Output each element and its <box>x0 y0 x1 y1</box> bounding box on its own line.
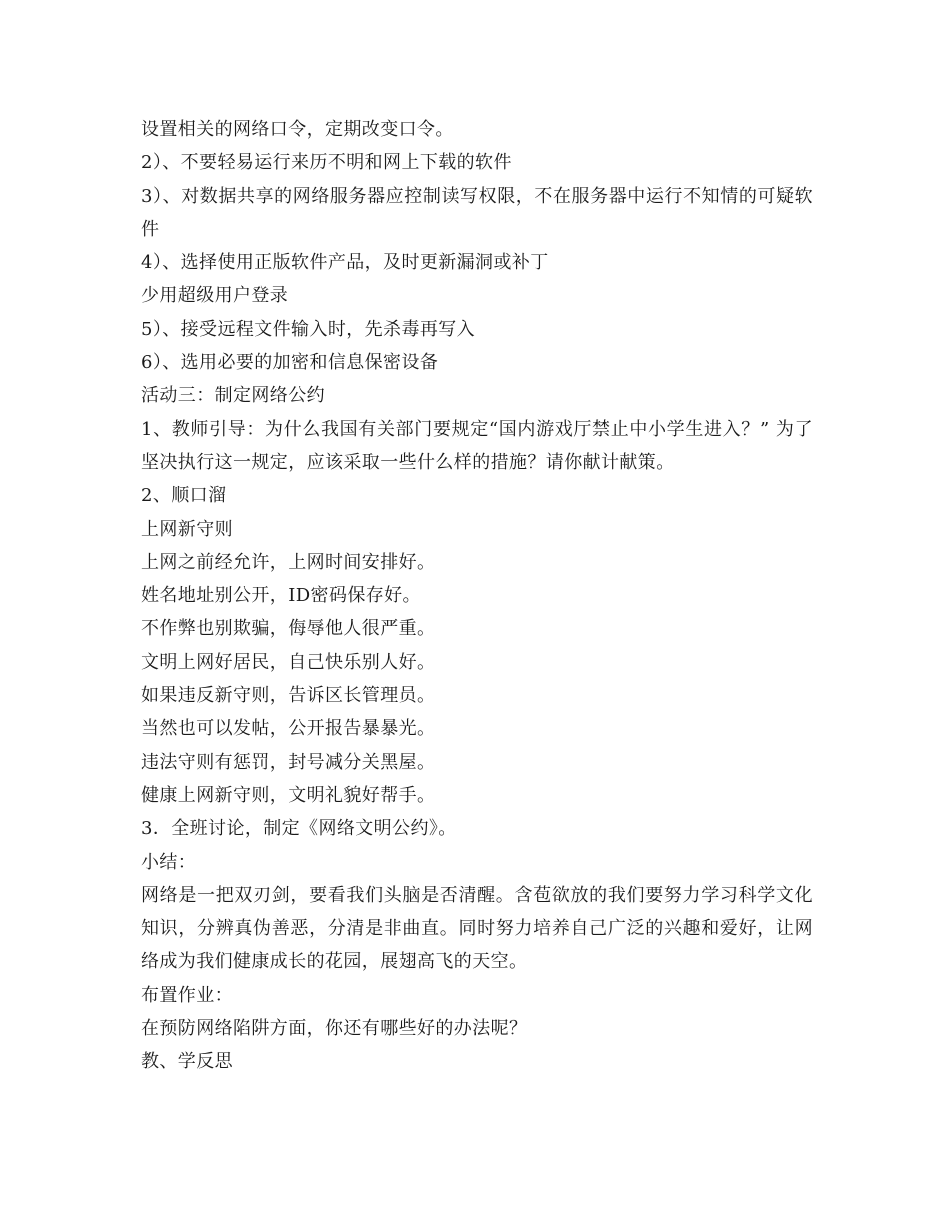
list-item-5: 5）、接受远程文件输入时，先杀毒再写入 <box>141 318 476 340</box>
text-line: 设置相关的网络口令，定期改变口令。 <box>141 119 454 140</box>
summary-heading: 小结： <box>141 851 197 873</box>
rhyme-line: 健康上网新守则，文明礼貌好帮手。 <box>141 784 436 806</box>
list-item-4: 4）、选择使用正版软件产品，及时更新漏洞或补丁 <box>141 252 549 274</box>
discussion-item: 3．全班讨论，制定《网络文明公约》。 <box>141 818 457 840</box>
list-item-2: 2）、不要轻易运行来历不明和网上下载的软件 <box>141 152 512 174</box>
homework-heading: 布置作业： <box>141 984 233 1006</box>
subsection-heading: 2、顺口溜 <box>141 485 227 507</box>
rhyme-title: 上网新守则 <box>141 518 233 540</box>
teacher-guidance-paragraph: 1、教师引导：为什么我国有关部门要规定“国内游戏厅禁止中小学生进入？” 为了坚决执行这一规定，应该采取一些什么样的措施？请你献计献策。 <box>141 418 813 473</box>
list-item-6: 6）、选用必要的加密和信息保密设备 <box>141 352 439 374</box>
rhyme-line: 姓名地址别公开，ID密码保存好。 <box>141 585 421 607</box>
rhyme-line: 如果违反新守则，告诉区长管理员。 <box>141 685 436 707</box>
reflection-heading: 教、学反思 <box>141 1051 233 1073</box>
rhyme-line: 违法守则有惩罚，封号减分关黑屋。 <box>141 751 436 773</box>
rhyme-line: 当然也可以发帖，公开报告暴暴光。 <box>141 718 436 740</box>
document-body <box>141 113 813 1079</box>
rhyme-line: 上网之前经允许，上网时间安排好。 <box>141 551 436 573</box>
homework-text: 在预防网络陷阱方面，你还有哪些好的办法呢？ <box>141 1018 528 1040</box>
section-heading: 活动三：制定网络公约 <box>141 385 325 407</box>
rhyme-line: 不作弊也别欺骗，侮辱他人很严重。 <box>141 618 436 640</box>
text-line: 少用超级用户登录 <box>141 285 289 307</box>
rhyme-line: 文明上网好居民，自己快乐别人好。 <box>141 651 436 673</box>
list-item-3: 3）、对数据共享的网络服务器应控制读写权限，不在服务器中运行不知情的可疑软件 <box>141 185 813 240</box>
summary-paragraph: 网络是一把双刃剑，要看我们头脑是否清醒。含苞欲放的我们要努力学习科学文化知识，分辨真伪善恶，分清是非曲直。同时努力培养自己广泛的兴趣和爱好，让网络成为我们健康成长的花园，展翅高飞的天空。 <box>141 884 813 973</box>
